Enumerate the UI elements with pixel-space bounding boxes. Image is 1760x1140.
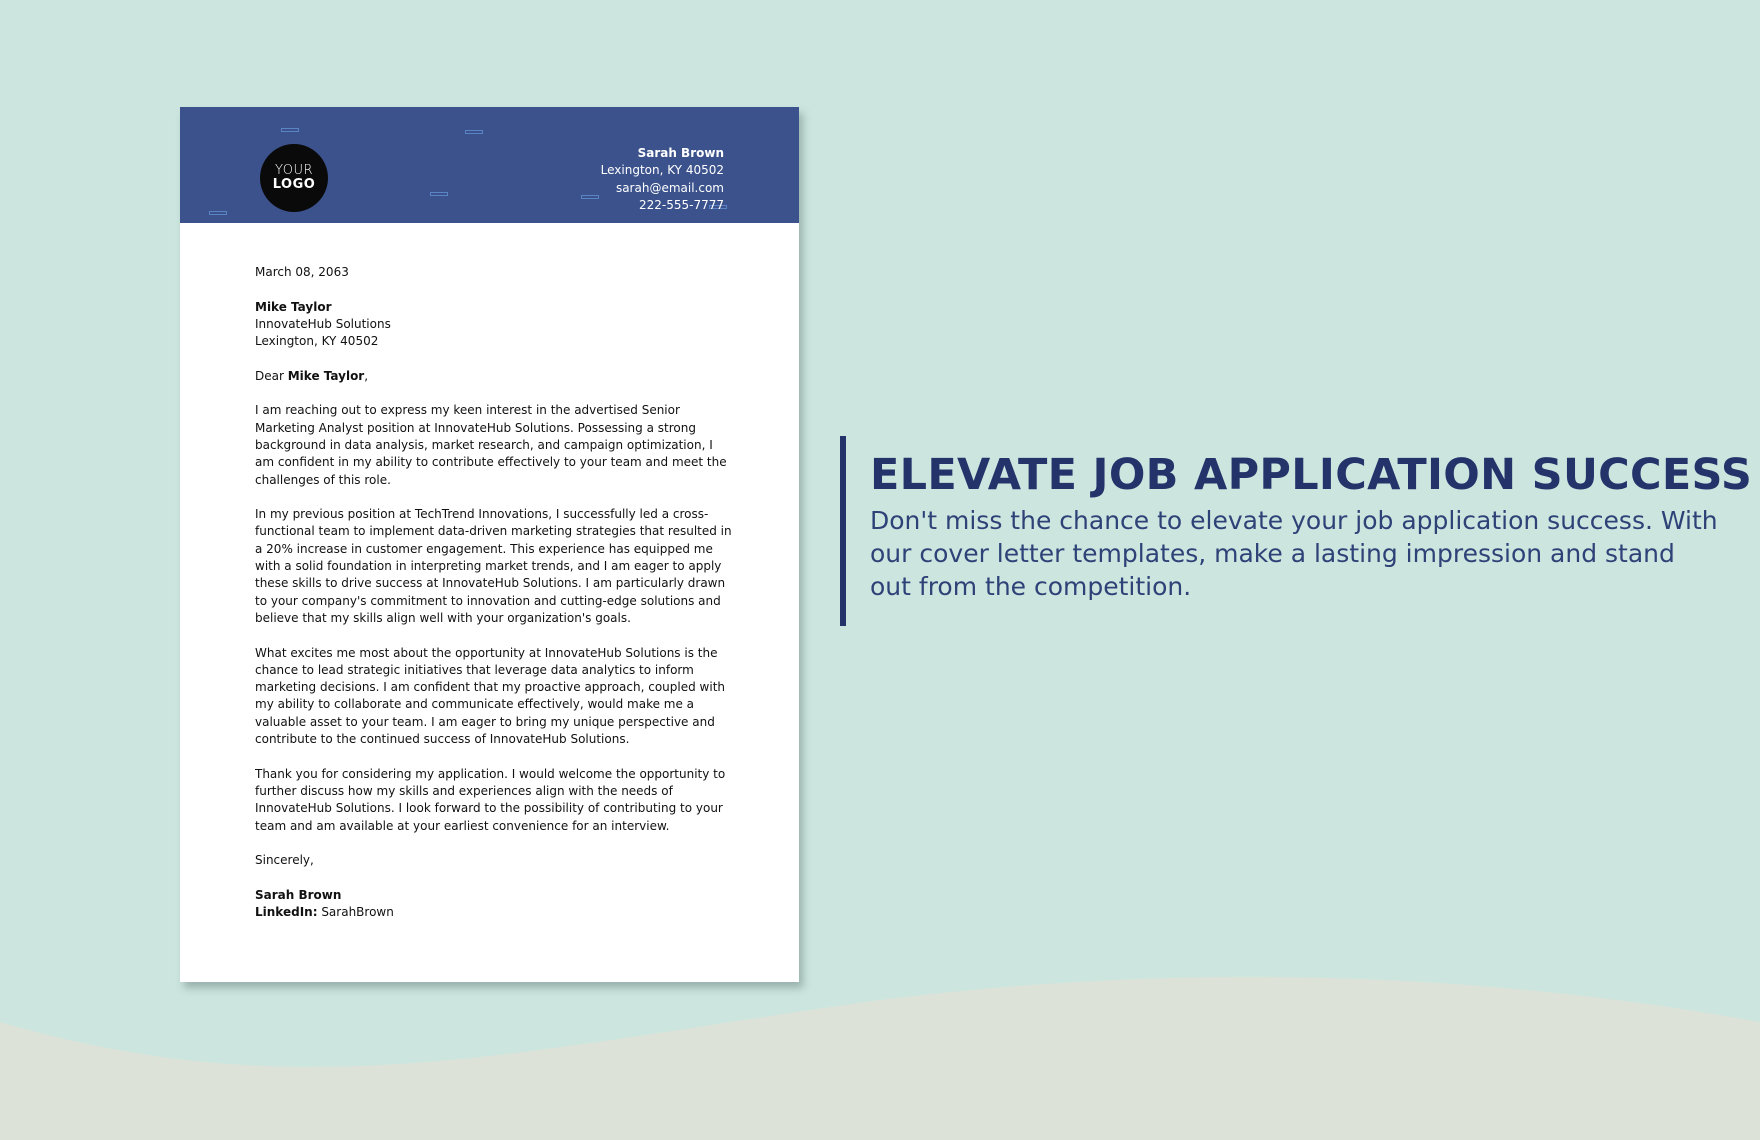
letterhead bbox=[180, 107, 799, 223]
promo-block bbox=[840, 436, 1753, 626]
logo bbox=[260, 144, 328, 212]
promo-title: ELEVATE JOB APPLICATION SUCCESS bbox=[870, 450, 1753, 500]
linkedin-value: SarahBrown bbox=[317, 904, 394, 919]
linkedin-label: LinkedIn: bbox=[255, 904, 318, 919]
signature-name: Sarah Brown bbox=[255, 887, 342, 902]
paragraph-2: In my previous position at TechTrend Innovations, I successfully led a cross-functional team to implement data-driven marketing strategies that resulted in a 20% increase in customer engagement. This experience has equipped me with a solid foundation in interpreting market trends, and I am eager to apply these skills to drive success at InnovateHub Solutions. I am particularly drawn to your company's commitment to innovation and cutting-edge solutions and believe that my skills align well with your organization's goals. bbox=[255, 507, 732, 625]
recipient-company: InnovateHub Solutions bbox=[255, 316, 391, 331]
letter-date: March 08, 2063 bbox=[255, 265, 349, 279]
closing: Sincerely, bbox=[255, 853, 314, 868]
signature-block bbox=[255, 887, 735, 922]
sender-name: Sarah Brown bbox=[637, 146, 724, 160]
paragraph-3: What excites me most about the opportunity at InnovateHub Solutions is the chance to lead strategic initiatives that leverage data analytics to inform marketing decisions. I am confident that my proactive approach, coupled with my ability to collaborate and communicate effectively, would make me a valuable asset to your team. I am eager to bring my unique perspective and contribute to the continued success of InnovateHub Solutions. bbox=[255, 645, 726, 747]
promo-text: Don't miss the chance to elevate your job application success. With our cover letter templates, make a lasting impression and stand out from the competition. bbox=[870, 506, 1718, 601]
decor-dash bbox=[281, 128, 299, 132]
salutation-suffix: , bbox=[364, 368, 369, 383]
decor-dash bbox=[581, 195, 599, 199]
sender-address: Lexington, KY 40502 bbox=[600, 163, 724, 178]
logo-text-logo: LOGO bbox=[272, 177, 316, 192]
letter-body bbox=[255, 264, 735, 939]
sender-contact bbox=[601, 145, 724, 214]
decor-dash bbox=[430, 192, 448, 196]
salutation bbox=[255, 368, 735, 385]
recipient-name: Mike Taylor bbox=[255, 299, 332, 314]
decor-dash bbox=[465, 130, 483, 134]
cover-letter-page bbox=[180, 107, 799, 982]
salutation-prefix: Dear bbox=[255, 368, 288, 383]
paragraph-1: I am reaching out to express my keen interest in the advertised Senior Marketing Analyst position at InnovateHub Solutions. Possessing a strong background in data analysis, market research, and campaign optimization, I am confident in my ability to contribute effectively to your team and meet the challenges of this role. bbox=[255, 403, 727, 487]
sender-email: sarah@email.com bbox=[615, 180, 724, 195]
sender-phone: 222-555-7777 bbox=[638, 197, 724, 212]
paragraph-4: Thank you for considering my application. I would welcome the opportunity to further discuss how my skills and experiences align with the needs of InnovateHub Solutions. I look forward to the possibility of contributing to your team and am available at your earliest convenience for an interview. bbox=[255, 766, 726, 833]
recipient-block bbox=[255, 299, 735, 351]
logo-text-your: YOUR bbox=[274, 163, 313, 178]
recipient-address: Lexington, KY 40502 bbox=[255, 334, 379, 349]
salutation-name: Mike Taylor bbox=[287, 368, 365, 383]
decor-dash bbox=[209, 211, 227, 215]
wave-shape bbox=[0, 977, 1760, 1140]
